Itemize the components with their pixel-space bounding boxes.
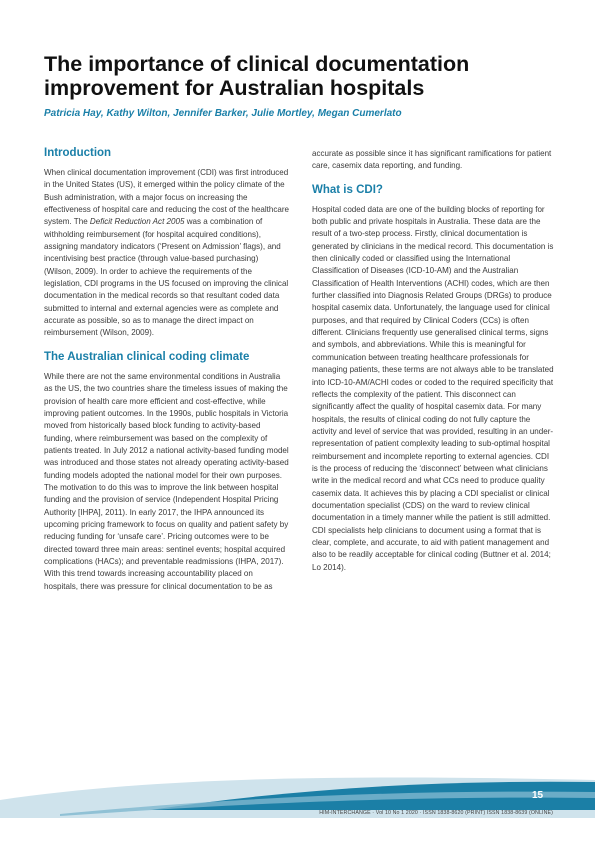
climate-heading: The Australian clinical coding climate: [44, 350, 250, 363]
act-title: Deficit Reduction Act 2005: [89, 217, 185, 227]
page-number: 15: [532, 790, 544, 801]
climate-paragraph: While there are not the same environmental conditions in Australia as the US, the two countries share the timeless issues of making the provision of health care more efficient and cost-effective, while improving patient outcomes. In the 1990s, public hospitals in Victoria moved from historically based block funding to activity-based funding, where reimbursement was based on the complexity of patients treated. In July 2012 a national activity-based funding model was introduced and those states not already operating activity-based funding models adopted the national model for their own purposes. The motivation to do this was to improve the link between hospital funding and the provision of service (Independent Hospital Pricing Authority [IHPA], 2011). In early 2017, the IHPA announced its upcoming pricing framework to focus on quality and patient safety by reducing funding for ‘unsafe care’. Pricing outcomes were to be directed toward three main areas: sentinel events; hospital acquired complications (HACs); and preventable readmissions (IHPA, 2017). With this trend towards increasing accountability placed on hospitals, there was pressure for clinical documentation to be as: [44, 371, 289, 591]
right-column: [312, 148, 557, 574]
what-is-cdi-paragraph: Hospital coded data are one of the building blocks of reporting for both public and private hospitals in Australia. These data are the result of a two-step process. Firstly, clinical documentation is generated by clinicians in the medical record. This documentation is then clinically coded or classified using the International Classification of Diseases (ICD-10-AM) and the Australian Classification of Health Interventions (ACHI) codes, which are then further classified into Diagnosis Related Groups (DRGs) to produce hospital casemix data. Unfortunately, the language used for clinical purposes, and that required by Clinical Coders (CCs) is often different. Clinicians frequently use generalised clinical terms, signs and symbols, and abbreviations. While this is meaningful for communication between treating healthcare professionals for managing patients, these terms are not always able to be translated into ICD-10-AM/ACHI codes or coded to the required specificity that reflects the complexity of the patient. This disconnect can significantly affect the quality of hospital casemix data. For many hospitals, the results of clinical coding do not fully capture the activity and level of service that was provided, resulting in an under-representation of patient complexity leading to sub-optimal hospital reimbursement and incomplete reporting to external agencies. CDI is the process of reducing the ‘disconnect’ between what clinicians write in the medical record and what CCs need to produce quality casemix data. It achieves this by placing a CDI specialist or clinical documentation specialist (CDS) on the ward to review clinical documentation in a timely manner while the patient is still admitted. CDI specialists help clinicians to document using a format that is clear, complete, and accurate, to aid with patient management and also to be readily acceptable for clinical coding (Buttner et al. 2014; Lo 2014).: [312, 204, 554, 572]
introduction-paragraph: [44, 167, 289, 340]
intro-text-start: When clinical documentation improvement (CDI) was first introduced in the United States (US), it emerged within the policy climate of the Bush administration, with a major focus on increasing the effectiveness of hospital care and reducing the cost of the healthcare system. The: [44, 168, 289, 227]
introduction-heading: Introduction: [44, 147, 112, 159]
journal-citation: HIM-INTERCHANGE · Vol 10 No 1 2020 · ISSN 1838-8620 (PRINT) ISSN 1838-8639 (ONLINE): [319, 810, 553, 816]
author-list: Patricia Hay, Kathy Wilton, Jennifer Barker, Julie Mortley, Megan Cumerlato: [44, 108, 402, 119]
climate-paragraph-continued: accurate as possible since it has significant ramifications for patient care, casemix data reporting, and funding.: [312, 149, 552, 171]
intro-text-end: was a combination of withholding reimbursement (for hospital acquired conditions), assigning mandatory indicators (‘Present on Admission’ flags), and incentivising best practice (through value-based purchasing) (Wilson, 2009). In order to achieve the requirements of the legislation, CDI programs in the US focused on improving the clinical documentation in the medical records so that resultant coded data submitted to internal and external agencies were as complete and accurate as possible, so as to manage the direct impact on reimbursement (Wilson, 2009).: [44, 217, 289, 338]
what-is-cdi-heading: What is CDI?: [312, 183, 383, 196]
left-column: [44, 146, 289, 593]
article-title: The importance of clinical documentation improvement for Australian hospitals: [44, 52, 470, 100]
